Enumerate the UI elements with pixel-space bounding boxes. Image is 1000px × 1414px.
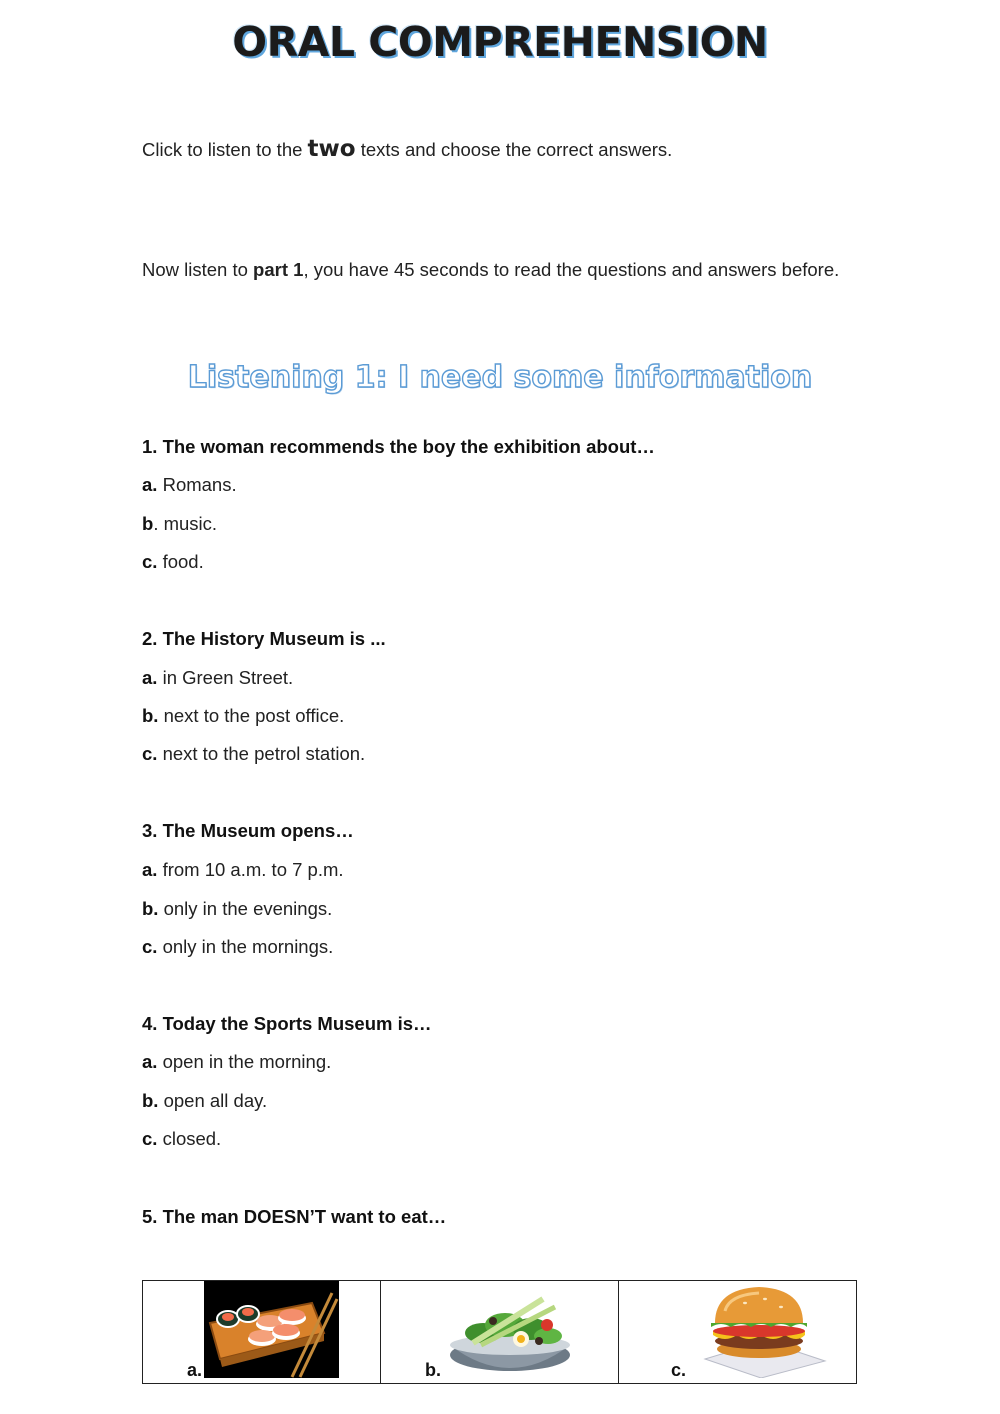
question-2-option-b[interactable] [142, 705, 344, 727]
option-letter: b [142, 513, 154, 534]
question-2: 2. The History Museum is ... [142, 628, 386, 649]
option-text: open all day. [158, 1090, 268, 1111]
question-4-option-c[interactable] [142, 1128, 221, 1150]
option-letter: c. [142, 1128, 158, 1149]
option-text: from 10 a.m. to 7 p.m. [157, 859, 344, 880]
option-text: only in the mornings. [157, 936, 334, 957]
option-text: next to the post office. [158, 705, 345, 726]
option-text: closed. [157, 1128, 222, 1149]
picture-option-b[interactable] [381, 1281, 619, 1384]
option-text: . music. [153, 513, 218, 534]
question-3-option-c[interactable] [142, 936, 333, 958]
option-letter: a. [142, 1051, 158, 1072]
question-3-option-a[interactable] [142, 859, 344, 881]
question-4: 4. Today the Sports Museum is… [142, 1013, 432, 1034]
picture-option-c[interactable] [619, 1281, 857, 1384]
option-letter: b. [142, 898, 159, 919]
option-letter: c. [142, 936, 158, 957]
question-3: 3. The Museum opens… [142, 820, 354, 841]
sushi-icon [204, 1281, 339, 1378]
intro-text-start: Click to listen to the [142, 139, 308, 160]
option-letter: b. [142, 1090, 159, 1111]
part-text-start: Now listen to [142, 259, 254, 280]
option-letter: a. [142, 667, 158, 688]
part-instruction [142, 257, 862, 282]
picture-option-a[interactable] [143, 1281, 381, 1384]
question-2-option-a[interactable] [142, 667, 293, 689]
question-2-option-c[interactable] [142, 743, 365, 765]
question-1-option-b[interactable] [142, 513, 217, 535]
option-letter: c. [142, 743, 158, 764]
question-1: 1. The woman recommends the boy the exhibition about… [142, 436, 655, 457]
option-text: Romans. [157, 474, 237, 495]
question-4-option-a[interactable] [142, 1051, 331, 1073]
picture-options-table [142, 1280, 857, 1384]
question-1-option-a[interactable] [142, 474, 237, 496]
option-text: open in the morning. [157, 1051, 332, 1072]
question-4-option-b[interactable] [142, 1090, 267, 1112]
page-title: ORAL COMPREHENSION [232, 18, 768, 66]
option-letter: c. [142, 551, 158, 572]
picture-option-c-label: c. [671, 1360, 687, 1380]
question-3-option-b[interactable] [142, 898, 332, 920]
intro-text-end: texts and choose the correct answers. [355, 139, 673, 160]
burger-icon [685, 1281, 830, 1378]
part-label: part 1 [253, 259, 304, 280]
option-letter: a. [142, 859, 158, 880]
option-letter: b. [142, 705, 159, 726]
part-text-end: , you have 45 seconds to read the questions and answers before. [303, 259, 840, 280]
picture-option-b-label: b. [425, 1360, 441, 1380]
intro-text [142, 136, 672, 162]
option-letter: a. [142, 474, 158, 495]
salad-icon [443, 1281, 578, 1378]
option-text: in Green Street. [157, 667, 294, 688]
intro-two-emphasis: two [307, 136, 356, 162]
picture-option-a-label: a. [187, 1360, 203, 1380]
listening-title: Listening 1: I need some information [187, 360, 813, 395]
option-text: only in the evenings. [158, 898, 333, 919]
question-5: 5. The man DOESN’T want to eat… [142, 1206, 447, 1227]
question-1-option-c[interactable] [142, 551, 204, 573]
option-text: food. [157, 551, 204, 572]
option-text: next to the petrol station. [157, 743, 366, 764]
